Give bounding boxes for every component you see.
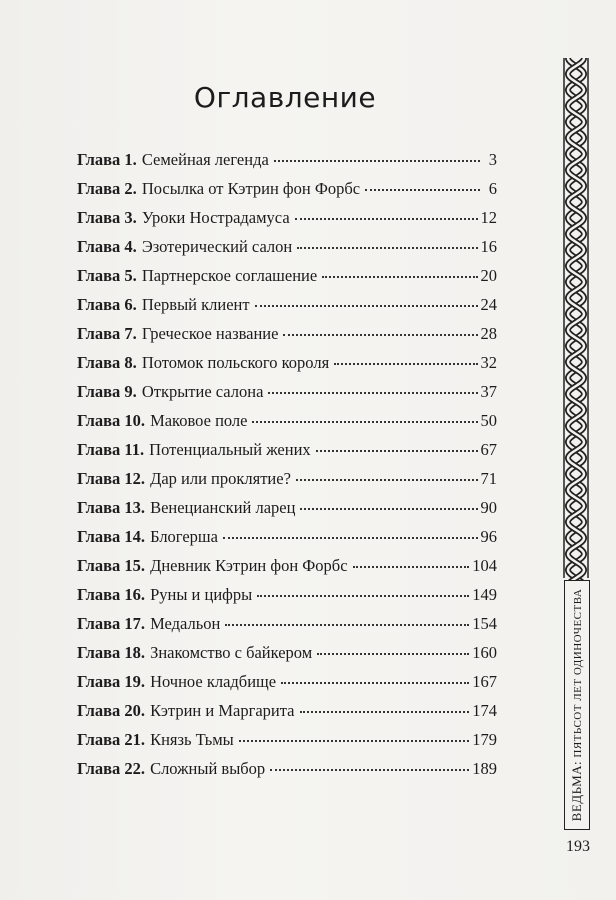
chapter-number: Глава 13. xyxy=(77,498,146,517)
chapter-page: 50 xyxy=(480,411,497,430)
chapter-number: Глава 18. xyxy=(77,643,146,662)
chapter-page: 90 xyxy=(480,498,497,517)
chapter-number: Глава 21. xyxy=(77,730,146,749)
dot-leader xyxy=(300,508,477,510)
chapter-title: Маковое поле xyxy=(150,411,248,430)
chapter-page: 154 xyxy=(472,614,497,633)
chapter-title: Медальон xyxy=(150,614,221,633)
chapter-number: Глава 12. xyxy=(77,469,146,488)
toc-entry xyxy=(77,440,497,469)
chapter-number: Глава 5. xyxy=(77,266,137,285)
table-of-contents xyxy=(77,150,497,788)
chapter-title: Кэтрин и Маргарита xyxy=(150,701,295,720)
chapter-title: Греческое название xyxy=(141,324,279,343)
chapter-page: 6 xyxy=(488,179,497,198)
chapter-page: 104 xyxy=(472,556,497,575)
chapter-number: Глава 4. xyxy=(77,237,137,256)
toc-entry xyxy=(77,498,497,527)
chapter-page: 12 xyxy=(480,208,497,227)
chapter-title: Руны и цифры xyxy=(150,585,253,604)
chapter-number: Глава 20. xyxy=(77,701,146,720)
chapter-number: Глава 11. xyxy=(77,440,145,459)
chapter-title: Посылка от Кэтрин фон Форбс xyxy=(141,179,361,198)
dot-leader xyxy=(316,450,478,452)
spine-subtitle: ПЯТЬСОТ ЛЕТ ОДИНОЧЕСТВА xyxy=(572,588,584,758)
chapter-title: Ночное кладбище xyxy=(150,672,277,691)
dot-leader xyxy=(296,479,478,481)
toc-entry xyxy=(77,643,497,672)
chapter-title: Первый клиент xyxy=(141,295,250,314)
toc-entry xyxy=(77,701,497,730)
chapter-number: Глава 2. xyxy=(77,179,137,198)
chapter-page: 71 xyxy=(480,469,497,488)
chapter-page: 160 xyxy=(472,643,497,662)
toc-entry xyxy=(77,324,497,353)
chapter-title: Потомок польского короля xyxy=(141,353,330,372)
chapter-page: 96 xyxy=(480,527,497,546)
chapter-title: Уроки Нострадамуса xyxy=(141,208,290,227)
dot-leader xyxy=(300,711,470,713)
dot-leader xyxy=(297,247,477,249)
toc-entry xyxy=(77,730,497,759)
chapter-title: Венецианский ларец xyxy=(150,498,296,517)
chapter-number: Глава 15. xyxy=(77,556,146,575)
dot-leader xyxy=(270,769,469,771)
toc-entry xyxy=(77,672,497,701)
chapter-number: Глава 14. xyxy=(77,527,146,546)
chapter-title: Семейная легенда xyxy=(141,150,269,169)
dot-leader xyxy=(281,682,469,684)
toc-entry xyxy=(77,353,497,382)
chapter-number: Глава 7. xyxy=(77,324,137,343)
chapter-page: 24 xyxy=(480,295,497,314)
chapter-page: 16 xyxy=(480,237,497,256)
dot-leader xyxy=(322,276,477,278)
chapter-page: 189 xyxy=(472,759,497,778)
chapter-title: Блогерша xyxy=(150,527,218,546)
dot-leader xyxy=(283,334,477,336)
toc-entry xyxy=(77,382,497,411)
dot-leader xyxy=(334,363,477,365)
chapter-page: 28 xyxy=(480,324,497,343)
chapter-number: Глава 10. xyxy=(77,411,146,430)
toc-entry xyxy=(77,150,497,179)
dot-leader xyxy=(252,421,477,423)
dot-leader xyxy=(239,740,470,742)
toc-entry xyxy=(77,266,497,295)
toc-entry xyxy=(77,208,497,237)
chapter-number: Глава 16. xyxy=(77,585,146,604)
page-title: Оглавление xyxy=(193,80,377,114)
dot-leader xyxy=(223,537,478,539)
chapter-number: Глава 6. xyxy=(77,295,137,314)
chapter-title: Эзотерический салон xyxy=(141,237,293,256)
dot-leader xyxy=(365,189,480,191)
toc-entry xyxy=(77,585,497,614)
chapter-page: 20 xyxy=(480,266,497,285)
chapter-title: Сложный выбор xyxy=(150,759,266,778)
chapter-number: Глава 19. xyxy=(77,672,146,691)
dot-leader xyxy=(317,653,469,655)
chapter-page: 174 xyxy=(472,701,497,720)
chapter-number: Глава 17. xyxy=(77,614,146,633)
chapter-page: 149 xyxy=(472,585,497,604)
chapter-page: 32 xyxy=(480,353,497,372)
chapter-number: Глава 1. xyxy=(77,150,137,169)
toc-entry xyxy=(77,469,497,498)
chapter-title: Дневник Кэтрин фон Форбс xyxy=(150,556,348,575)
chapter-title: Князь Тьмы xyxy=(150,730,234,749)
toc-entry xyxy=(77,759,497,788)
chapter-title: Дар или проклятие? xyxy=(150,469,291,488)
toc-entry xyxy=(77,179,497,208)
dot-leader xyxy=(268,392,477,394)
chapter-page: 179 xyxy=(472,730,497,749)
chapter-title: Открытие салона xyxy=(141,382,264,401)
toc-entry xyxy=(77,527,497,556)
toc-entry xyxy=(77,614,497,643)
toc-entry xyxy=(77,411,497,440)
dot-leader xyxy=(225,624,469,626)
dot-leader xyxy=(274,160,480,162)
dot-leader xyxy=(257,595,469,597)
page-number: 193 xyxy=(566,838,590,855)
spine-main-title: ВЕДЬМА: xyxy=(569,760,584,822)
chapter-page: 37 xyxy=(480,382,497,401)
chapter-title: Партнерское соглашение xyxy=(141,266,318,285)
chapter-number: Глава 3. xyxy=(77,208,137,227)
chapter-page: 3 xyxy=(488,150,497,169)
chapter-number: Глава 22. xyxy=(77,759,146,778)
dot-leader xyxy=(295,218,478,220)
spine-title xyxy=(569,589,585,822)
chapter-page: 167 xyxy=(472,672,497,691)
toc-entry xyxy=(77,295,497,324)
dot-leader xyxy=(255,305,478,307)
chapter-title: Знакомство с байкером xyxy=(150,643,313,662)
chapter-number: Глава 8. xyxy=(77,353,137,372)
toc-entry xyxy=(77,237,497,266)
dot-leader xyxy=(353,566,470,568)
toc-entry xyxy=(77,556,497,585)
chapter-number: Глава 9. xyxy=(77,382,137,401)
chapter-title: Потенциальный жених xyxy=(149,440,311,459)
chapter-page: 67 xyxy=(480,440,497,459)
